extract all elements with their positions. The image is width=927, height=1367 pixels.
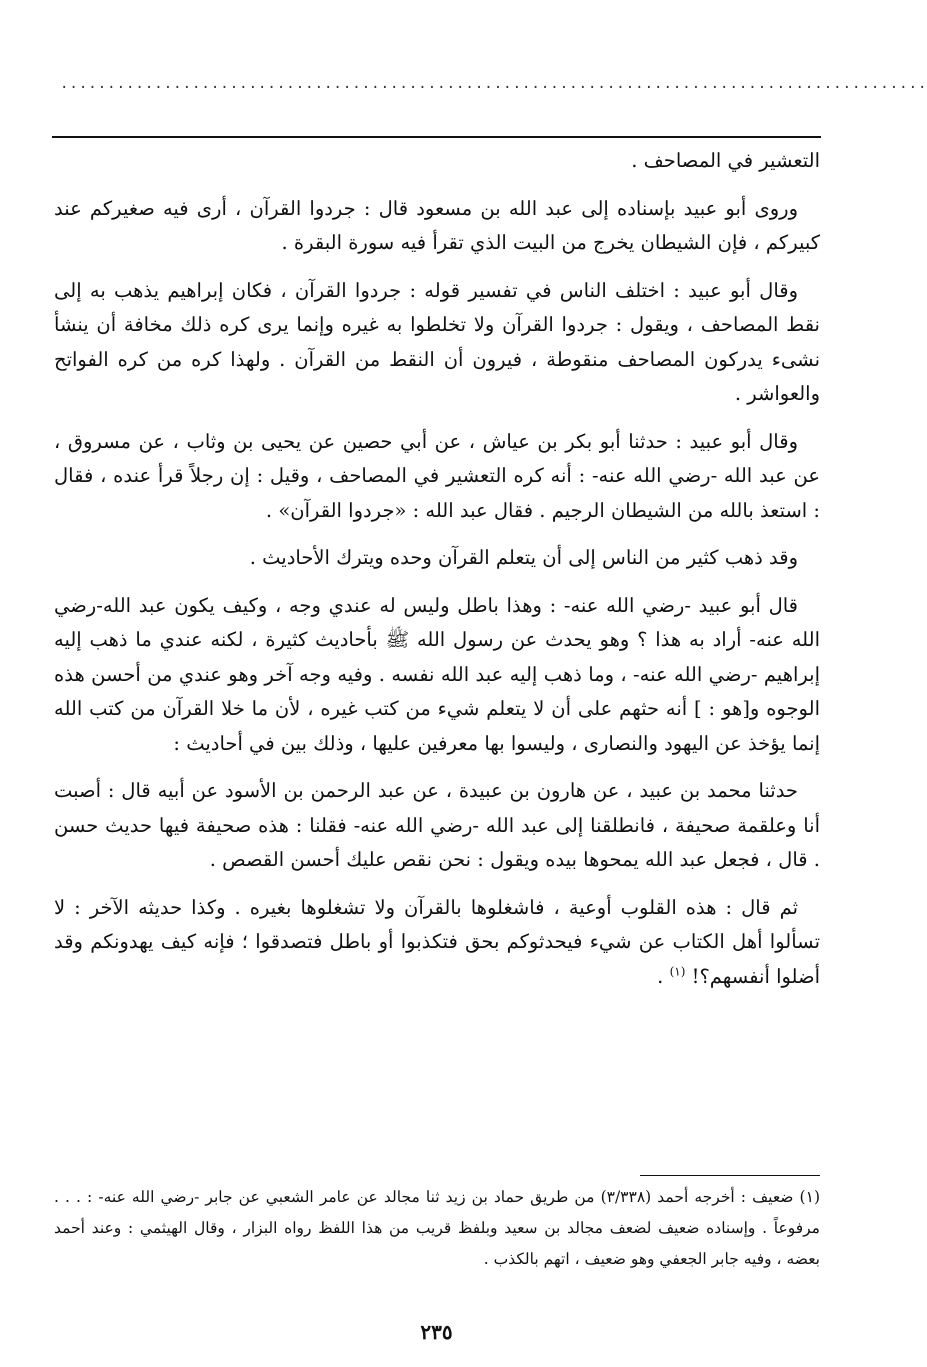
footnote-marker[interactable]: (١) [669, 964, 686, 978]
paragraph-with-footnote-ref: ثم قال : هذه القلوب أوعية ، فاشغلوها بالقرآن ولا تشغلوها بغيره . وكذا حديثه الآخر : لا تسألوا أهل الكتاب عن شيء فيحدثوكم بحق فتكذبوا أو باطل فتصدقوا ؛ فإنه كيف يهدونكم وقد أضلوا أنفسهم؟! $^{(١)}$ . [54, 895, 820, 988]
paragraph: وقد ذهب كثير من الناس إلى أن يتعلم القرآن وحده ويترك الأحاديث . [249, 546, 798, 569]
paragraph: وقال أبو عبيد : اختلف الناس في تفسير قوله : جردوا القرآن ، فكان إبراهيم يذهب به إلى نقط المصاحف ، ويقول : جردوا القرآن ولا تخلطوا به غيره وإنما يرى كره ذلك مخافة أن ينشأ نشىء يدركون المصاحف منقوطة ، فيرون أن النقط من القرآن . ولهذا كره من كره الفواتح والعواشر . [54, 278, 820, 405]
page-number: ٢٣٥ [420, 1320, 453, 1344]
footnote: (١) ضعيف : أخرجه أحمد (٣/٣٣٨) من طريق حماد بن زيد ثنا مجالد عن عامر الشعبي عن جابر -رضي الله عنه- : . . . مرفوعاً . وإسناده ضعيف لضعف مجالد بن سعيد وبلفظ قريب من هذا اللفظ رواه البزار ، وقال الهيثمي : وعند أحمد بعضه ، وفيه جابر الجعفي وهو ضعيف ، اتهم بالكذب . [54, 1188, 820, 1268]
paragraph: وروى أبو عبيد بإسناده إلى عبد الله بن مسعود قال : جردوا القرآن ، أرى فيه صغيركم عند كبيركم ، فإن الشيطان يخرج من البيت الذي تقرأ فيه سورة البقرة . [54, 196, 820, 254]
header-rule [52, 136, 821, 138]
paragraph: التعشير في المصاحف . [631, 149, 820, 172]
paragraph: قال أبو عبيد -رضي الله عنه- : وهذا باطل وليس له عندي وجه ، وكيف يكون عبد الله-رضي الله عنه- أراد به هذا ؟ وهو يحدث عن رسول الله ﷺ بأحاديث كثيرة ، لكنه عندي ما ذهب إليه إبراهيم -رضي الله عنه- ، وما ذهب إليه عبد الله نفسه . وفيه وجه آخر وهو عندي من أحسن هذه الوجوه و[هو : ] أنه حثهم على أن لا يتعلم شيء من كتب غيره ، لأن ما خلا القرآن من كتب الله إنما يؤخذ عن اليهود والنصارى ، وليسوا بها معرفين عليها ، وذلك بين في أحاديث : [54, 593, 820, 755]
main-text [54, 144, 820, 1007]
header-dotted-line: ............................................................................................ [60, 76, 927, 92]
paragraph: حدثنا محمد بن عبيد ، عن هارون بن عبيدة ، عن عبد الرحمن بن الأسود عن أبيه قال : أصبت أنا وعلقمة صحيفة ، فانطلقنا إلى عبد الله -رضي الله عنه- فقلنا : هذه صحيفة فيها حديث حسن . قال ، فجعل عبد الله يمحوها بيده ويقول : نحن نقص عليك أحسن القصص . [54, 779, 820, 871]
paragraph-text: ثم قال : هذه القلوب أوعية ، فاشغلوها بالقرآن ولا تشغلوها بغيره . وكذا حديثه الآخر : لا تسألوا أهل الكتاب عن شيء فيحدثوكم بحق فتكذبوا أو باطل فتصدقوا ؛ فإنه كيف يهدونكم وقد أضلوا أنفسهم؟! [54, 895, 820, 988]
paragraph: وقال أبو عبيد : حدثنا أبو بكر بن عياش ، عن أبي حصين عن يحيى بن وثاب ، عن مسروق ، عن عبد الله -رضي الله عنه- : أنه كره التعشير في المصاحف ، وقيل : إن رجلاً قرأ عنده ، فقال : استعذ بالله من الشيطان الرجيم . فقال عبد الله : «جردوا القرآن» . [54, 429, 820, 522]
footnote-rule [640, 1175, 820, 1176]
